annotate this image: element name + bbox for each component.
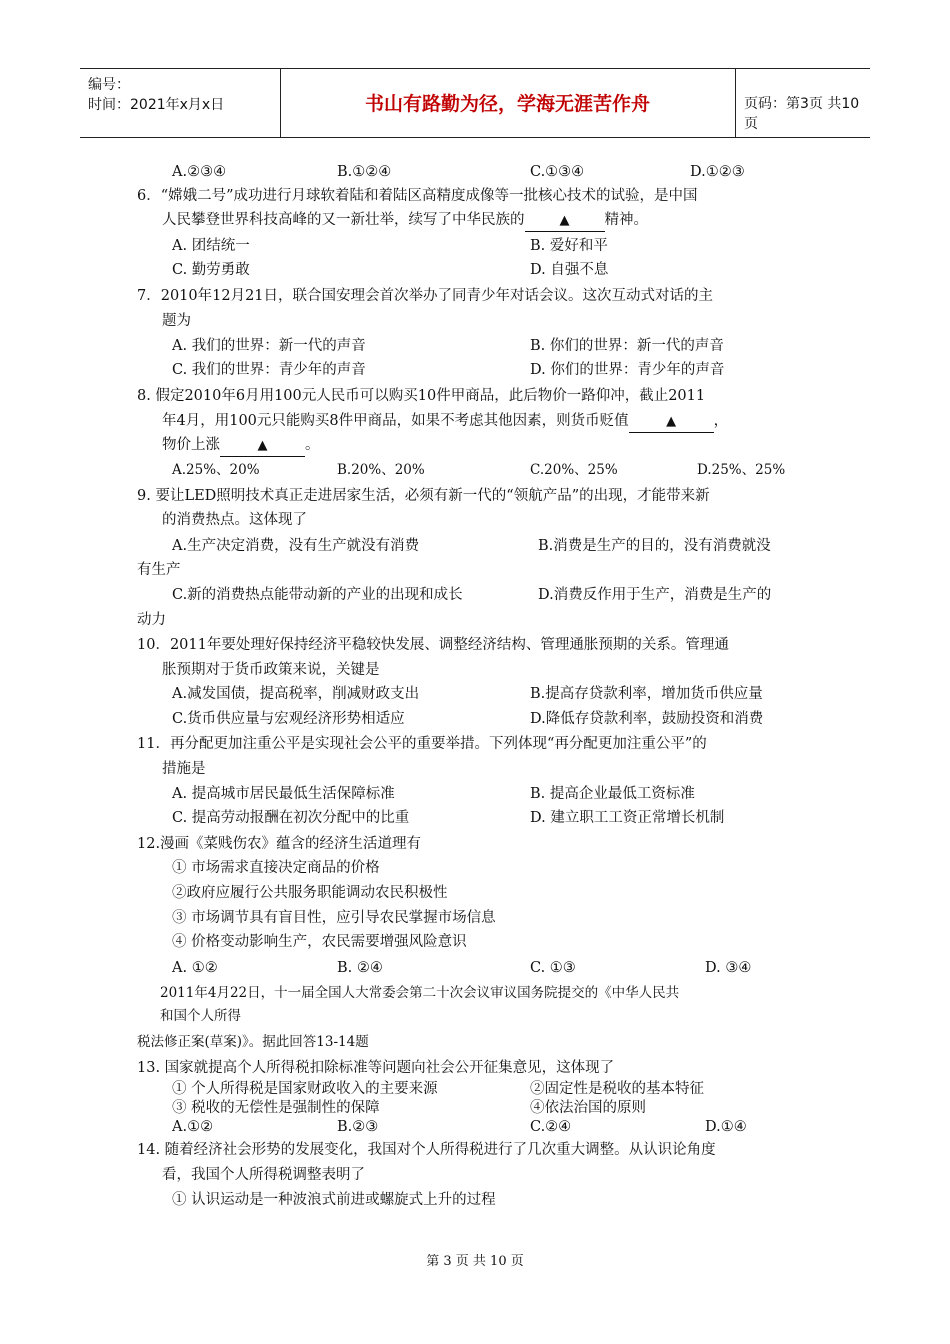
q5-option-c: C.①③④ bbox=[530, 164, 585, 180]
q11-option-c: C. 提高劳动报酬在初次分配中的比重 bbox=[172, 810, 410, 826]
q7-stem-cont: 题为 bbox=[162, 313, 191, 329]
q9-option-b-cont: 有生产 bbox=[137, 562, 181, 578]
q7-stem: 7．2010年12月21日，联合国安理会首次举办了同青少年对话会议。这次互动式对话的主 bbox=[137, 288, 714, 304]
q6-stem-cont bbox=[162, 210, 648, 232]
header-meta bbox=[88, 75, 278, 115]
q8-stem-cont bbox=[162, 411, 728, 433]
answer-blank bbox=[525, 210, 605, 232]
q11-stem: 11．再分配更加注重公平是实现社会公平的重要举措。下列体现“再分配更加注重公平”的 bbox=[137, 736, 707, 752]
q8-stem-text: 物价上涨 bbox=[162, 437, 220, 453]
q12-option-b: B. ②④ bbox=[337, 960, 383, 976]
triangle-icon: ▲ bbox=[257, 438, 268, 453]
page-footer: 第 3 页 共 10 页 bbox=[426, 1254, 524, 1269]
q6-stem-text: 精神。 bbox=[604, 212, 648, 228]
q9-option-c: C.新的消费热点能带动新的产业的出现和成长 bbox=[172, 587, 463, 603]
code-label: 编号： bbox=[88, 77, 130, 93]
q7-option-c: C. 我们的世界：青少年的声音 bbox=[172, 362, 366, 378]
q13-stem: 13. 国家就提高个人所得税扣除标准等问题向社会公开征集意见，这体现了 bbox=[137, 1060, 615, 1076]
q14-item: ① 认识运动是一种波浪式前进或螺旋式上升的过程 bbox=[172, 1192, 496, 1208]
q11-option-a: A. 提高城市居民最低生活保障标准 bbox=[172, 786, 395, 802]
q14-stem-cont: 看，我国个人所得税调整表明了 bbox=[162, 1167, 365, 1183]
q13-item: ① 个人所得税是国家财政收入的主要来源 bbox=[172, 1081, 438, 1097]
q12-option-c: C. ①③ bbox=[530, 960, 576, 976]
q8-stem-text: 。 bbox=[305, 437, 320, 453]
q14-stem: 14. 随着经济社会形势的发展变化，我国对个人所得税进行了几次重大调整。从认识论角度 bbox=[137, 1142, 716, 1158]
q7-option-b: B. 你们的世界：新一代的声音 bbox=[530, 338, 724, 354]
q9-option-d-cont: 动力 bbox=[137, 612, 166, 628]
q10-stem: 10．2011年要处理好保持经济平稳较快发展、调整经济结构、管理通胀预期的关系。管理通 bbox=[137, 637, 729, 653]
q9-option-b: B.消费是生产的目的，没有消费就没 bbox=[538, 538, 771, 554]
q10-option-d: D.降低存贷款利率，鼓励投资和消费 bbox=[530, 711, 764, 727]
q13-option-c: C.②④ bbox=[530, 1119, 572, 1135]
passage-line: 税法修正案(草案)》。据此回答13-14题 bbox=[137, 1034, 369, 1050]
q8-option-d: D.25%、25% bbox=[697, 462, 786, 478]
q5-option-b: B.①②④ bbox=[337, 164, 392, 180]
q6-option-d: D. 自强不息 bbox=[530, 262, 609, 278]
q9-stem-cont: 的消费热点。这体现了 bbox=[162, 512, 307, 528]
q11-stem-cont: 措施是 bbox=[162, 761, 206, 777]
q6-option-b: B. 爱好和平 bbox=[530, 238, 608, 254]
header-motto: 书山有路勤为径，学海无涯苦作舟 bbox=[364, 93, 650, 115]
q9-stem: 9. 要让LED照明技术真正走进居家生活，必须有新一代的“领航产品”的出现，才能带来新 bbox=[137, 488, 710, 504]
q10-option-c: C.货币供应量与宏观经济形势相适应 bbox=[172, 711, 405, 727]
q7-option-d: D. 你们的世界：青少年的声音 bbox=[530, 362, 725, 378]
q12-item: ③ 市场调节具有盲目性，应引导农民掌握市场信息 bbox=[172, 910, 496, 926]
header-divider bbox=[735, 69, 736, 137]
q10-stem-cont: 胀预期对于货币政策来说，关键是 bbox=[162, 662, 380, 678]
q12-item: ④ 价格变动影响生产，农民需要增强风险意识 bbox=[172, 934, 467, 950]
q12-stem: 12.漫画《菜贱伤农》蕴含的经济生活道理有 bbox=[137, 836, 422, 852]
q6-stem-text: 人民攀登世界科技高峰的又一新壮举，续写了中华民族的 bbox=[162, 212, 525, 228]
q9-option-d: D.消费反作用于生产，消费是生产的 bbox=[538, 587, 772, 603]
triangle-icon: ▲ bbox=[559, 213, 570, 228]
passage-line: 2011年4月22日，十一届全国人大常委会第二十次会议审议国务院提交的《中华人民共 bbox=[160, 985, 680, 1001]
q5-option-a: A.②③④ bbox=[172, 164, 227, 180]
q6-option-c: C. 勤劳勇敢 bbox=[172, 262, 250, 278]
q13-option-a: A.①② bbox=[172, 1119, 214, 1135]
q12-item: ① 市场需求直接决定商品的价格 bbox=[172, 860, 380, 876]
q8-option-a: A.25%、20% bbox=[172, 462, 260, 478]
q13-item: ④依法治国的原则 bbox=[530, 1100, 646, 1116]
passage-line: 和国个人所得 bbox=[160, 1008, 241, 1024]
q7-option-a: A. 我们的世界：新一代的声音 bbox=[172, 338, 366, 354]
q12-option-a: A. ①② bbox=[172, 960, 218, 976]
q12-item: ②政府应履行公共服务职能调动农民积极性 bbox=[172, 885, 448, 901]
q8-option-b: B.20%、20% bbox=[337, 462, 425, 478]
date-label: 时间：2021年x月x日 bbox=[88, 97, 225, 113]
q12-option-d: D. ③④ bbox=[705, 960, 752, 976]
q11-option-d: D. 建立职工工资正常增长机制 bbox=[530, 810, 725, 826]
q6-option-a: A. 团结统一 bbox=[172, 238, 250, 254]
q13-option-d: D.①④ bbox=[705, 1119, 747, 1135]
q6-stem: 6．“嫦娥二号”成功进行月球软着陆和着陆区高精度成像等一批核心技术的试验，是中国 bbox=[137, 188, 698, 204]
header-page-info: 页码：第3页 共10页 bbox=[744, 96, 860, 132]
q13-option-b: B.②③ bbox=[337, 1119, 379, 1135]
q11-option-b: B. 提高企业最低工资标准 bbox=[530, 786, 695, 802]
page-header bbox=[80, 68, 870, 138]
q8-option-c: C.20%、25% bbox=[530, 462, 618, 478]
q13-item: ③ 税收的无偿性是强制性的保障 bbox=[172, 1100, 380, 1116]
q13-item: ②固定性是税收的基本特征 bbox=[530, 1081, 704, 1097]
q5-option-d: D.①②③ bbox=[690, 164, 745, 180]
q8-stem-text: ， bbox=[713, 413, 729, 429]
answer-blank bbox=[629, 411, 714, 433]
q9-option-a: A.生产决定消费，没有生产就没有消费 bbox=[172, 538, 420, 554]
answer-blank bbox=[220, 435, 305, 457]
q8-stem: 8. 假定2010年6月用100元人民币可以购买10件甲商品，此后物价一路仰冲，截止2011 bbox=[137, 388, 706, 404]
q10-option-b: B.提高存贷款利率，增加货币供应量 bbox=[530, 686, 763, 702]
q10-option-a: A.减发国债，提高税率，削减财政支出 bbox=[172, 686, 420, 702]
q8-stem-text: 年4月，用100元只能购买8件甲商品，如果不考虑其他因素，则货币贬值 bbox=[162, 413, 629, 429]
q8-stem-cont2 bbox=[162, 435, 320, 457]
triangle-icon: ▲ bbox=[666, 414, 677, 429]
